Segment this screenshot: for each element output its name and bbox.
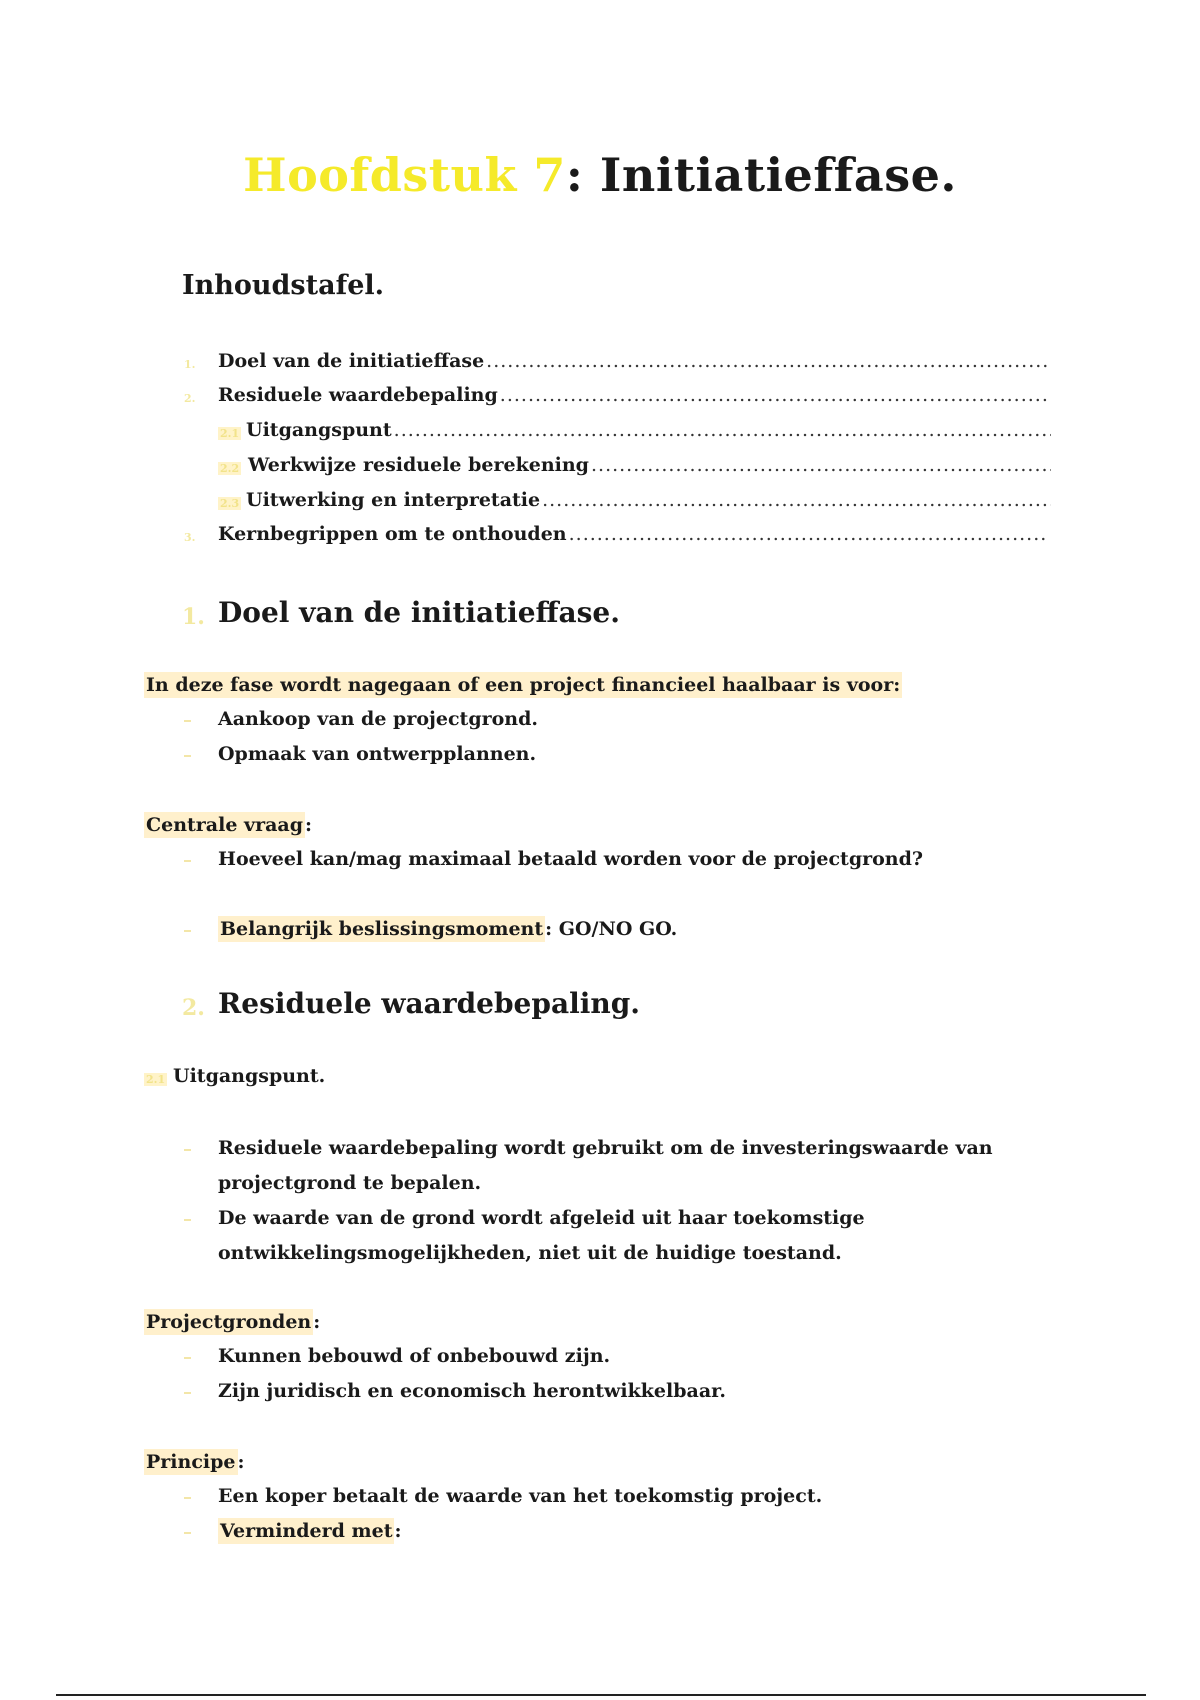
list-item: Zijn juridisch en economisch herontwikkelbaar. xyxy=(218,1380,727,1402)
section-number: 1. xyxy=(182,604,205,630)
toc-item-1[interactable] xyxy=(218,350,1048,372)
page-bottom-rule xyxy=(56,1694,1146,1696)
toc-dot-leader xyxy=(569,523,1048,545)
bullet-dash xyxy=(184,1532,191,1534)
bullet-dash xyxy=(184,1219,191,1221)
bullet-dash xyxy=(184,1497,191,1499)
label-colon: : xyxy=(394,1520,402,1542)
bullet-dash xyxy=(184,930,191,932)
page-title xyxy=(0,148,1200,202)
toc-item-2[interactable] xyxy=(218,384,1048,406)
bullet-dash xyxy=(184,755,191,757)
toc-number: 3. xyxy=(184,531,196,544)
toc-item-label: Uitgangspunt xyxy=(246,419,392,441)
label-colon: : xyxy=(313,1311,321,1333)
list-item: Aankoop van de projectgrond. xyxy=(218,708,539,730)
project-grounds-label xyxy=(144,1311,320,1333)
toc-item-label: Residuele waardebepaling xyxy=(218,384,498,406)
list-item: Een koper betaalt de waarde van het toekomstig project. xyxy=(218,1485,823,1507)
toc-item-label: Werkwijze residuele berekening xyxy=(248,454,589,476)
section-1-intro xyxy=(144,674,902,696)
section-1-heading: Doel van de initiatieffase. xyxy=(218,596,620,629)
highlighted-text: Centrale vraag xyxy=(146,814,304,836)
toc-item-2-2[interactable] xyxy=(248,454,1051,476)
bullet-dash xyxy=(184,1149,191,1151)
list-item: Residuele waardebepaling wordt gebruikt om de investeringswaarde van projectgrond te bepalen. xyxy=(218,1137,993,1194)
toc-item-label: Uitwerking en interpretatie xyxy=(246,489,541,511)
label-colon: : xyxy=(237,1451,245,1473)
list-item: Opmaak van ontwerpplannen. xyxy=(218,743,537,765)
highlighted-text: Verminderd met xyxy=(220,1520,393,1542)
toc-item-3[interactable] xyxy=(218,523,1048,545)
highlighted-text: Projectgronden xyxy=(146,1311,312,1333)
highlighted-text: Principe xyxy=(146,1451,236,1473)
toc-number: 2.1 xyxy=(220,427,240,440)
highlighted-text: In deze fase wordt nagegaan of een project financieel haalbaar is voor: xyxy=(146,674,901,696)
subsection-2-1-heading: Uitgangspunt. xyxy=(173,1065,326,1087)
chapter-title: : Initiatieffase. xyxy=(565,148,957,202)
label-colon: : xyxy=(305,814,313,836)
chapter-label: Hoofdstuk 7 xyxy=(243,148,566,202)
toc-dot-leader xyxy=(500,384,1048,406)
toc-item-2-3[interactable] xyxy=(246,489,1051,511)
decision-value: : GO/NO GO. xyxy=(545,918,678,940)
toc-number: 2.3 xyxy=(220,497,240,510)
bullet-dash xyxy=(184,1357,191,1359)
toc-dot-leader xyxy=(394,419,1051,441)
highlighted-text: Belangrijk beslissingsmoment xyxy=(220,918,544,940)
list-item: De waarde van de grond wordt afgeleid uit haar toekomstige ontwikkelingsmogelijkheden, niet uit de huidige toestand. xyxy=(218,1207,865,1264)
list-item: Kunnen bebouwd of onbebouwd zijn. xyxy=(218,1345,611,1367)
toc-dot-leader xyxy=(542,489,1051,511)
decision-moment xyxy=(218,912,677,947)
section-number: 2. xyxy=(182,995,205,1021)
toc-number: 1. xyxy=(184,358,196,371)
toc-dot-leader xyxy=(591,454,1051,476)
toc-number: 2. xyxy=(184,392,196,405)
toc-dot-leader xyxy=(486,350,1048,372)
toc-item-label: Kernbegrippen om te onthouden xyxy=(218,523,567,545)
toc-item-2-1[interactable] xyxy=(246,419,1051,441)
toc-heading: Inhoudstafel. xyxy=(182,270,385,301)
toc-number: 2.2 xyxy=(220,462,240,475)
central-question-label xyxy=(144,814,312,836)
bullet-dash xyxy=(184,720,191,722)
principle-label xyxy=(144,1451,245,1473)
toc-item-label: Doel van de initiatieffase xyxy=(218,350,485,372)
section-2-heading: Residuele waardebepaling. xyxy=(218,987,641,1020)
bullet-dash xyxy=(184,860,191,862)
list-item xyxy=(218,1514,402,1549)
list-item: Hoeveel kan/mag maximaal betaald worden voor de projectgrond? xyxy=(218,848,924,870)
subsection-number: 2.1 xyxy=(146,1073,166,1086)
bullet-dash xyxy=(184,1392,191,1394)
